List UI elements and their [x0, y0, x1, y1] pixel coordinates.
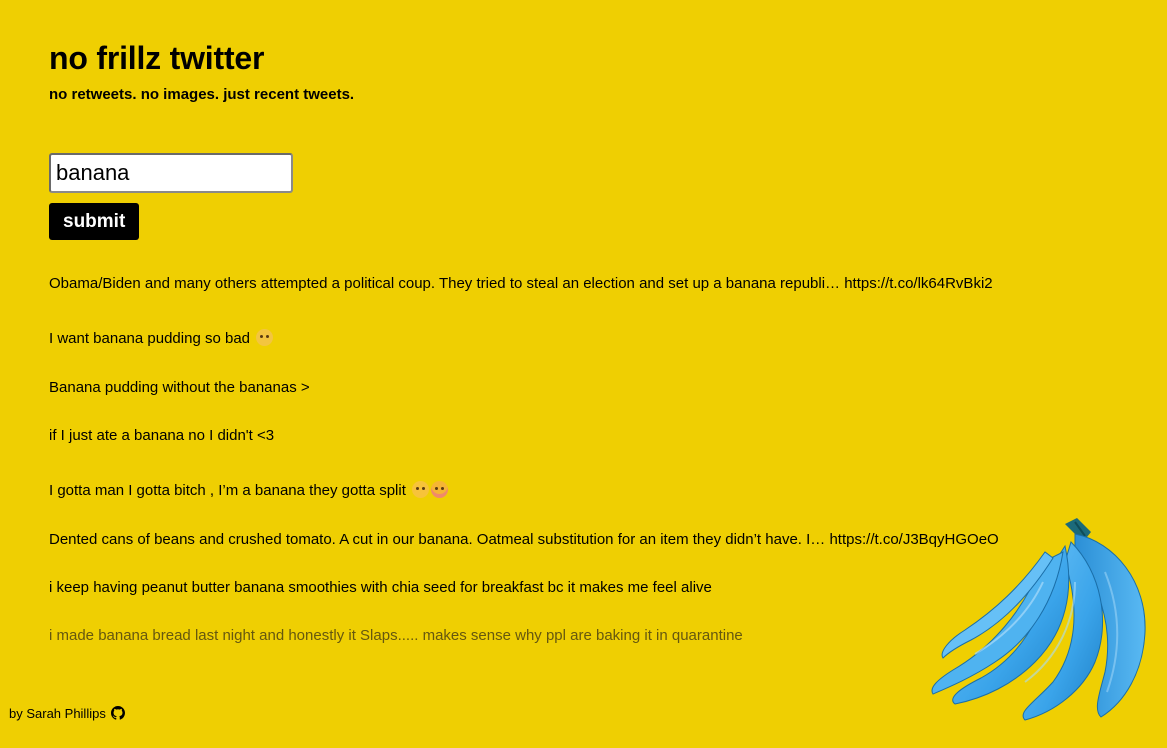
crying-face-icon — [256, 329, 273, 346]
page-title: no frillz twitter — [49, 40, 265, 76]
submit-button[interactable]: submit — [49, 203, 139, 240]
tweet-item — [49, 579, 712, 597]
search-input[interactable] — [49, 153, 293, 193]
tweet-item — [49, 427, 274, 445]
tweet-item — [49, 481, 448, 500]
header — [49, 38, 354, 104]
tweet-item — [49, 329, 273, 348]
tweet-text: Banana pudding without the bananas > — [49, 379, 310, 396]
github-icon[interactable] — [111, 706, 125, 720]
tweet-text: if I just ate a banana no I didn't <3 — [49, 427, 275, 444]
tweet-item — [49, 379, 310, 397]
tweet-text: i keep having peanut butter banana smoothies with chia seed for breakfast bc it makes me feel alive — [49, 579, 712, 596]
smiling-hearts-face-icon — [431, 481, 448, 498]
tweet-item — [49, 531, 999, 549]
tweet-item — [49, 627, 743, 645]
search-form — [49, 153, 293, 240]
banana-bunch-illustration — [925, 512, 1160, 727]
tweet-item — [49, 275, 993, 293]
tweet-text: Obama/Biden and many others attempted a political coup. They tried to steal an election and set up a banana republi… https://t.co/lk64RvBki2 — [49, 275, 993, 292]
winking-tongue-face-icon — [412, 481, 429, 498]
author-credit: by Sarah Phillips — [9, 706, 106, 721]
tweet-text: I want banana pudding so bad — [49, 330, 255, 347]
tweet-text: Dented cans of beans and crushed tomato. A cut in our banana. Oatmeal substitution for an item they didn’t have. I… https://t.co/J3BqyHGOeO — [49, 531, 999, 548]
tweet-text: I gotta man I gotta bitch , I’m a banana they gotta split — [49, 482, 411, 499]
tweet-text: i made banana bread last night and honestly it Slaps..... makes sense why ppl are baking it in quarantine — [49, 627, 743, 644]
footer — [9, 706, 125, 722]
page-subtitle: no retweets. no images. just recent tweets. — [49, 86, 355, 103]
